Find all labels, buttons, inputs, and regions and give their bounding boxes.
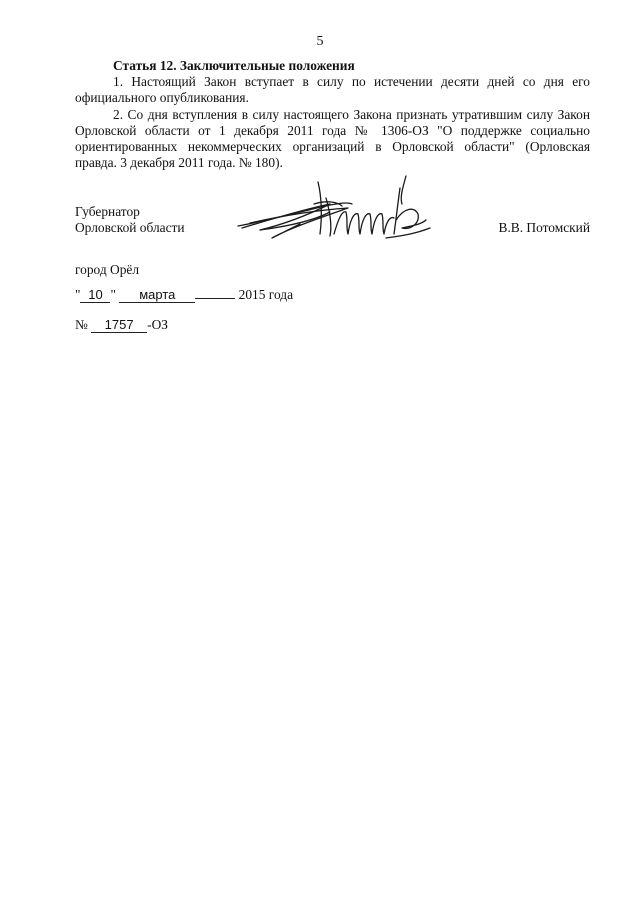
date-month-underline-tail xyxy=(195,298,235,299)
handwritten-signature-icon xyxy=(230,168,440,248)
article-heading: Статья 12. Заключительные положения xyxy=(113,58,355,73)
date-line xyxy=(75,287,293,303)
signatory-title-line1: Губернатор xyxy=(75,204,140,219)
law-number-prefix: № xyxy=(75,317,88,332)
law-number-suffix: -ОЗ xyxy=(147,317,168,332)
law-number-field: 1757 xyxy=(91,318,147,333)
page-number: 5 xyxy=(316,34,324,49)
clause-1: 1. Настоящий Закон вступает в силу по истечении десяти дней со дня его официального опубликования. xyxy=(75,74,590,106)
date-month-field: марта xyxy=(119,288,195,303)
governor-name: В.В. Потомский xyxy=(498,220,590,235)
signatory-title-line2: Орловской области xyxy=(75,220,185,236)
date-quote-open: " xyxy=(75,287,81,302)
signatory-title xyxy=(75,204,185,236)
law-number-line xyxy=(75,317,168,333)
date-quote-close: " xyxy=(110,287,116,302)
date-day-field: 10 xyxy=(80,288,110,303)
date-year: 2015 года xyxy=(238,287,294,302)
clause-2: 2. Со дня вступления в силу настоящего Закона признать утратившим силу Закон Орловской области от 1 декабря 2011 года № 1306-ОЗ "О поддержке социально ориентированных некоммерческих организаций в Орловской области" (Орловская правда. 3 декабря 2011 года. № 180). xyxy=(75,106,590,171)
article-12 xyxy=(75,58,590,171)
place-of-signing: город Орёл xyxy=(75,262,140,277)
